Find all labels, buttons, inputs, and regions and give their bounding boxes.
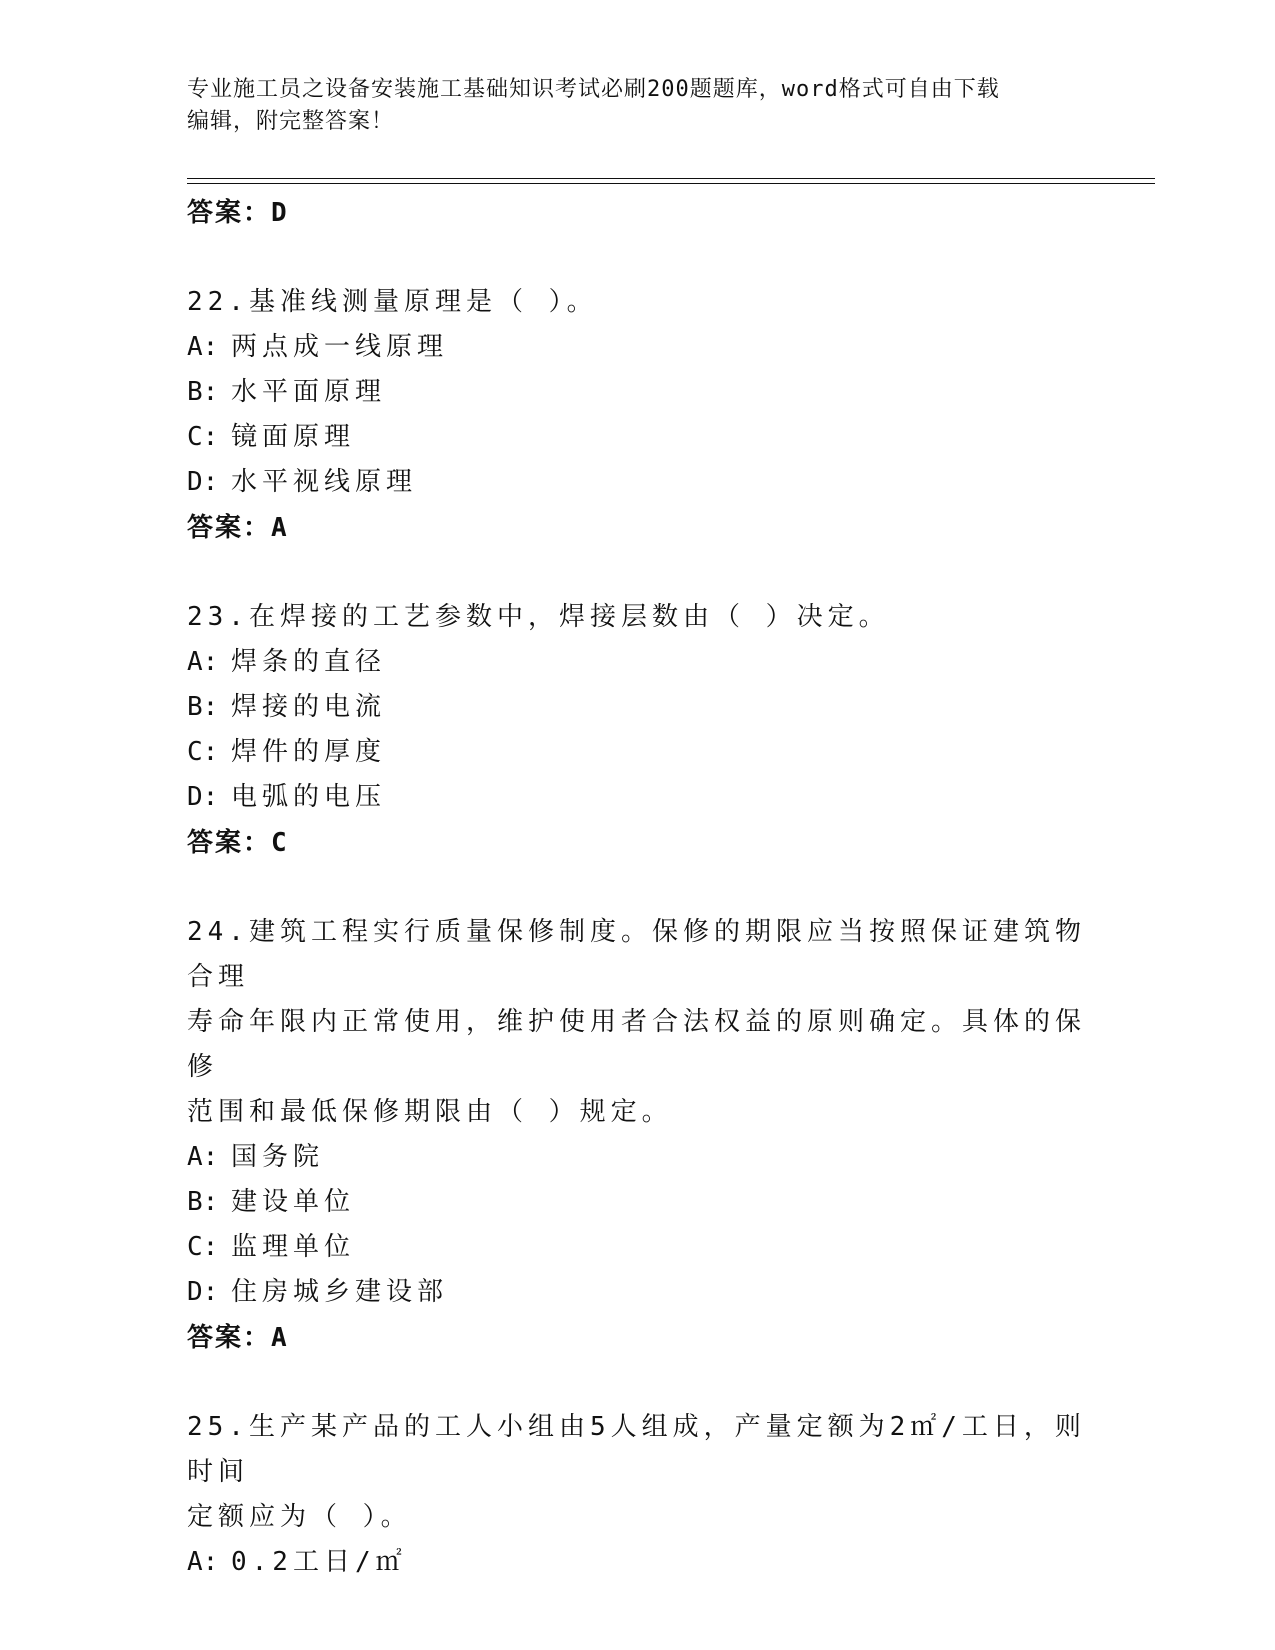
question	[187, 595, 1087, 820]
option-item	[187, 1270, 1087, 1315]
spacer	[187, 551, 1087, 595]
option-item	[187, 1135, 1087, 1180]
option-item	[187, 370, 1087, 415]
question-stem-line: 24.建筑工程实行质量保修制度。保修的期限应当按照保证建筑物合理	[187, 917, 1086, 992]
option-letter: B:	[187, 377, 219, 407]
option-item	[187, 1180, 1087, 1225]
option-letter: A:	[187, 1142, 219, 1172]
option-text: 两点成一线原理	[231, 332, 449, 362]
answer-line: 答案：D	[187, 198, 289, 228]
question-list	[187, 190, 1087, 1585]
spacer	[187, 236, 1087, 280]
answer-line: 答案：C	[187, 828, 289, 858]
answer-line: 答案：A	[187, 1323, 289, 1353]
option-item	[187, 1225, 1087, 1270]
option-text: 焊条的直径	[231, 647, 387, 677]
header-rule-top	[187, 178, 1155, 179]
question-stem-line: 22.基准线测量原理是（ ）。	[187, 287, 598, 317]
option-letter: D:	[187, 782, 219, 812]
option-letter: B:	[187, 692, 219, 722]
option-letter: D:	[187, 1277, 219, 1307]
option-item	[187, 775, 1087, 820]
option-item	[187, 1540, 1087, 1585]
option-letter: C:	[187, 422, 219, 452]
spacer	[187, 866, 1087, 910]
question-stem-line: 定额应为（ ）。	[187, 1502, 412, 1532]
question-stem-line: 23.在焊接的工艺参数中，焊接层数由（ ）决定。	[187, 602, 890, 632]
option-letter: B:	[187, 1187, 219, 1217]
option-text: 0.2工日/㎡	[231, 1547, 407, 1577]
answer-line: 答案：A	[187, 513, 289, 543]
header-line-2: 编辑，附完整答案！	[187, 109, 395, 134]
option-letter: D:	[187, 467, 219, 497]
option-text: 电弧的电压	[231, 782, 387, 812]
option-text: 焊件的厚度	[231, 737, 387, 767]
option-text: 镜面原理	[231, 422, 356, 452]
option-item	[187, 685, 1087, 730]
option-text: 水平视线原理	[231, 467, 418, 497]
option-item	[187, 415, 1087, 460]
question	[187, 280, 1087, 505]
header-line-1: 专业施工员之设备安装施工基础知识考试必刷200题题库，word格式可自由下载	[187, 77, 1000, 102]
option-text: 焊接的电流	[231, 692, 387, 722]
document-header	[187, 74, 1087, 138]
option-letter: C:	[187, 1232, 219, 1262]
option-text: 监理单位	[231, 1232, 356, 1262]
header-rule-bottom	[187, 183, 1155, 184]
option-letter: C:	[187, 737, 219, 767]
option-text: 住房城乡建设部	[231, 1277, 449, 1307]
option-item	[187, 730, 1087, 775]
option-text: 建设单位	[231, 1187, 356, 1217]
option-letter: A:	[187, 647, 219, 677]
option-item	[187, 325, 1087, 370]
option-item	[187, 460, 1087, 505]
option-item	[187, 640, 1087, 685]
question-stem-line: 寿命年限内正常使用，维护使用者合法权益的原则确定。具体的保修	[187, 1007, 1087, 1082]
option-text: 国务院	[231, 1142, 325, 1172]
question	[187, 1405, 1087, 1585]
question	[187, 910, 1087, 1315]
option-text: 水平面原理	[231, 377, 387, 407]
spacer	[187, 1361, 1087, 1405]
question-stem-line: 范围和最低保修期限由（ ）规定。	[187, 1097, 673, 1127]
option-letter: A:	[187, 332, 219, 362]
option-letter: A:	[187, 1547, 219, 1577]
question-stem-line: 25.生产某产品的工人小组由5人组成，产量定额为2㎡/工日，则时间	[187, 1412, 1086, 1487]
